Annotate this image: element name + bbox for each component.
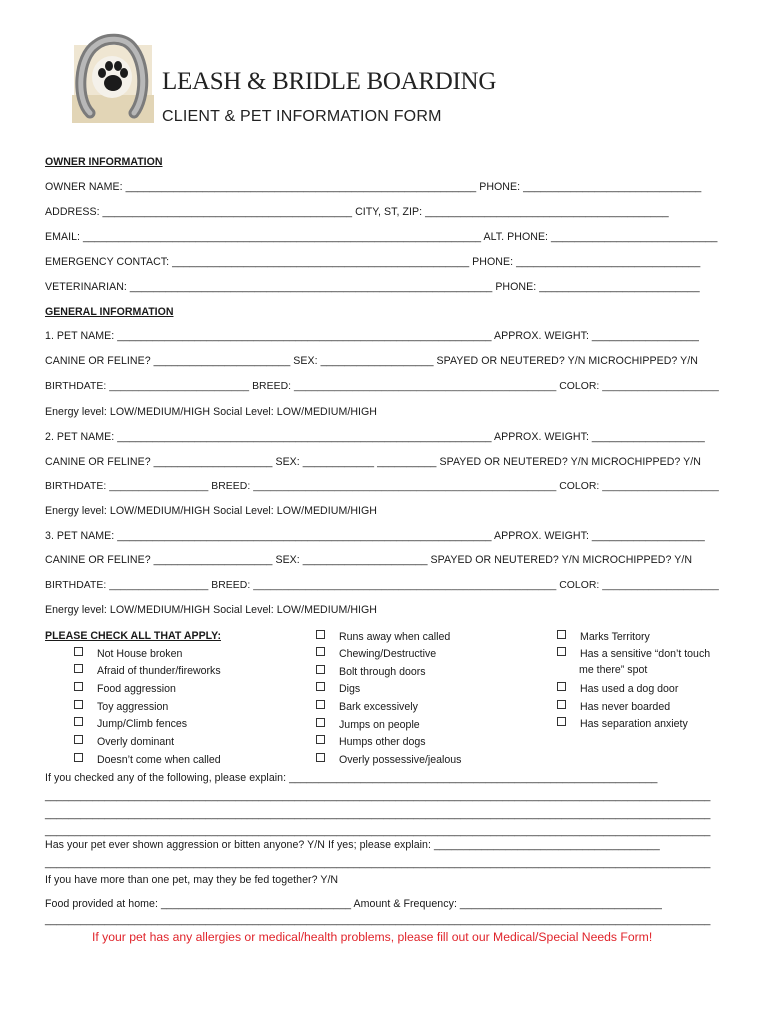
checkbox-item[interactable]: Runs away when called	[316, 630, 450, 643]
horseshoe-paw-logo	[72, 33, 154, 123]
checkbox-item[interactable]: Chewing/Destructive	[316, 647, 436, 660]
fed-together-question[interactable]: If you have more than one pet, may they be fed together? Y/N	[45, 874, 339, 886]
checkbox-icon[interactable]	[74, 700, 83, 709]
checkbox-icon[interactable]	[557, 700, 566, 709]
aggression-blank-line[interactable]: ________________________________________________________________________________________________________________	[45, 857, 711, 869]
checkbox-icon[interactable]	[557, 717, 566, 726]
pet3-birthdate-field[interactable]: BIRTHDATE: _________________ BREED: ____________________________________________________ COLOR: ____________________	[45, 580, 719, 591]
pet1-name-field[interactable]: 1. PET NAME: _______________________________________________________________ APPROX. WEIGHT: __________________	[45, 330, 699, 342]
pet2-levels[interactable]: Energy level: LOW/MEDIUM/HIGH Social Level: LOW/MEDIUM/HIGH	[45, 505, 378, 517]
checkbox-item[interactable]: Humps other dogs	[316, 735, 426, 748]
food-field[interactable]: Food provided at home: ________________________________ Amount & Frequency: __________________________________	[45, 898, 662, 910]
checkbox-item[interactable]: Has a sensitive “don’t touch	[557, 647, 710, 660]
checkbox-item[interactable]: Digs	[316, 682, 360, 695]
checkbox-icon[interactable]	[74, 647, 83, 656]
checkbox-item[interactable]: Food aggression	[74, 682, 176, 695]
pet3-name-field[interactable]: 3. PET NAME: _______________________________________________________________ APPROX. WEIGHT: ___________________	[45, 530, 705, 542]
checkbox-icon[interactable]	[557, 630, 566, 639]
checkbox-icon[interactable]	[316, 682, 325, 691]
general-section-heading: GENERAL INFORMATION	[45, 306, 174, 318]
pet1-species-field[interactable]: CANINE OR FELINE? _______________________ SEX: ___________________ SPAYED OR NEUTERED? Y/N MICROCHIPPED? Y/N	[45, 355, 698, 367]
medical-form-note: If your pet has any allergies or medical/health problems, please fill out our Medical/Special Needs Form!	[92, 930, 653, 944]
address-field[interactable]: ADDRESS: __________________________________________ CITY, ST, ZIP: _________________________________________	[45, 206, 669, 218]
pet1-birthdate-field[interactable]: BIRTHDATE: ________________________ BREED: _____________________________________________ COLOR: ____________________	[45, 381, 719, 392]
explain-blank-line[interactable]: ________________________________________________________________________________________________________________	[45, 825, 711, 837]
checkbox-icon[interactable]	[74, 664, 83, 673]
checkbox-icon[interactable]	[316, 718, 325, 727]
checklist-heading: PLEASE CHECK ALL THAT APPLY:	[45, 630, 221, 642]
checkbox-icon[interactable]	[316, 647, 325, 656]
explain-field[interactable]: If you checked any of the following, please explain: ______________________________________________________________	[45, 772, 658, 784]
checkbox-item[interactable]: Has separation anxiety	[557, 717, 688, 730]
food-blank-line[interactable]: ________________________________________________________________________________________________________________	[45, 914, 711, 926]
pet3-levels[interactable]: Energy level: LOW/MEDIUM/HIGH Social Level: LOW/MEDIUM/HIGH	[45, 604, 378, 616]
explain-blank-line[interactable]: ________________________________________________________________________________________________________________	[45, 808, 711, 820]
owner-name-field[interactable]: OWNER NAME: ___________________________________________________________ PHONE: ______________________________	[45, 181, 702, 193]
checkbox-item[interactable]: Overly possessive/jealous	[316, 753, 461, 766]
page-title: LEASH & BRIDLE BOARDING	[162, 68, 497, 95]
checkbox-item[interactable]: Marks Territory	[557, 630, 650, 643]
emergency-contact-field[interactable]: EMERGENCY CONTACT: __________________________________________________ PHONE: _______________________________	[45, 256, 701, 268]
pet3-species-field[interactable]: CANINE OR FELINE? ____________________ SEX: _____________________ SPAYED OR NEUTERED? Y/N MICROCHIPPED? Y/N	[45, 554, 693, 566]
checkbox-icon[interactable]	[557, 647, 566, 656]
checkbox-icon[interactable]	[74, 753, 83, 762]
page-subtitle: CLIENT & PET INFORMATION FORM	[162, 108, 442, 125]
checkbox-icon[interactable]	[316, 735, 325, 744]
checkbox-icon[interactable]	[316, 665, 325, 674]
checkbox-icon[interactable]	[74, 682, 83, 691]
checkbox-icon[interactable]	[316, 753, 325, 762]
checkbox-icon[interactable]	[316, 700, 325, 709]
checkbox-icon[interactable]	[74, 735, 83, 744]
checkbox-item[interactable]: Bark excessively	[316, 700, 418, 713]
checkbox-item[interactable]: Doesn’t come when called	[74, 753, 221, 766]
explain-blank-line[interactable]: ________________________________________________________________________________________________________________	[45, 790, 711, 802]
pet2-birthdate-field[interactable]: BIRTHDATE: _________________ BREED: ____________________________________________________ COLOR: ____________________	[45, 481, 719, 492]
checkbox-item[interactable]: Jumps on people	[316, 718, 420, 731]
owner-section-heading: OWNER INFORMATION	[45, 156, 163, 168]
checkbox-item[interactable]: Has used a dog door	[557, 682, 678, 695]
checkbox-item-continuation: me there” spot	[579, 664, 648, 676]
checkbox-icon[interactable]	[74, 717, 83, 726]
checkbox-item[interactable]: Toy aggression	[74, 700, 168, 713]
checkbox-item[interactable]: Afraid of thunder/fireworks	[74, 664, 221, 677]
checkbox-item[interactable]: Has never boarded	[557, 700, 670, 713]
checkbox-item[interactable]: Not House broken	[74, 647, 182, 660]
pet2-name-field[interactable]: 2. PET NAME: _______________________________________________________________ APPROX. WEIGHT: ___________________	[45, 431, 705, 443]
veterinarian-field[interactable]: VETERINARIAN: _____________________________________________________________ PHONE: ___________________________	[45, 281, 700, 293]
checkbox-item[interactable]: Overly dominant	[74, 735, 174, 748]
checkbox-icon[interactable]	[316, 630, 325, 639]
checkbox-item[interactable]: Jump/Climb fences	[74, 717, 187, 730]
pet2-species-field[interactable]: CANINE OR FELINE? ____________________ SEX: ____________ __________ SPAYED OR NEUTERED? Y/N MICROCHIPPED? Y/N	[45, 456, 701, 468]
checkbox-item[interactable]: Bolt through doors	[316, 665, 426, 678]
pet1-levels[interactable]: Energy level: LOW/MEDIUM/HIGH Social Level: LOW/MEDIUM/HIGH	[45, 406, 378, 418]
aggression-field[interactable]: Has your pet ever shown aggression or bitten anyone? Y/N If yes; please explain: ______________________________________	[45, 839, 660, 851]
email-field[interactable]: EMAIL: ___________________________________________________________________ ALT. PHONE: ____________________________	[45, 231, 718, 243]
checkbox-icon[interactable]	[557, 682, 566, 691]
